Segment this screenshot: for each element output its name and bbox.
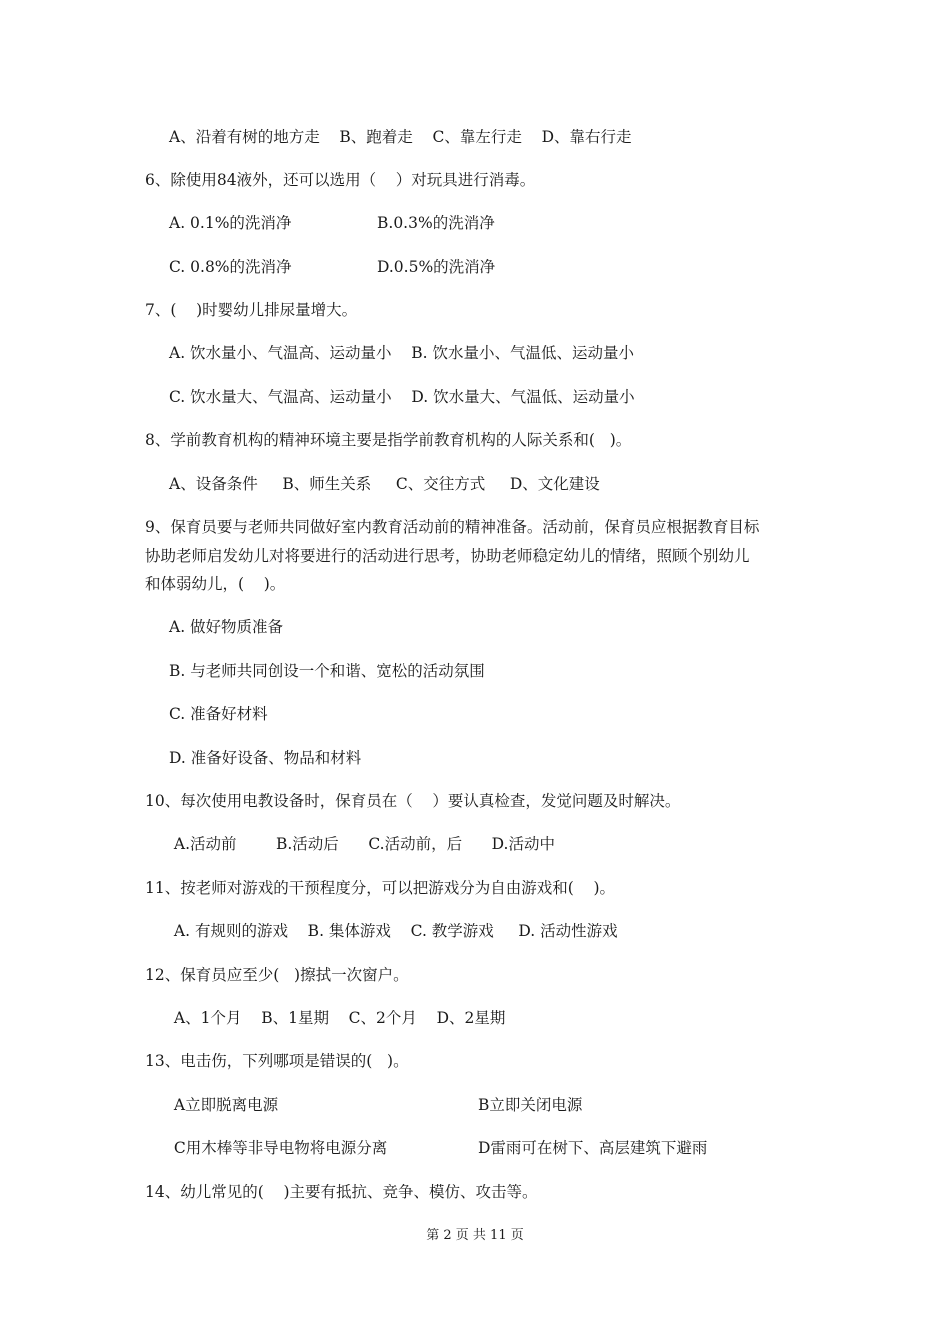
question-9-line-1: 9、保育员要与老师共同做好室内教育活动前的精神准备。活动前，保育员应根据教育目标 [145, 518, 760, 536]
question-11: 11、按老师对游戏的干预程度分，可以把游戏分为自由游戏和( )。 [145, 879, 616, 897]
q7-options-ab: A. 饮水量小、气温高、运动量小 B. 饮水量小、气温低、运动量小 [169, 344, 635, 362]
q9-option-c: C. 准备好材料 [169, 705, 268, 723]
q6-option-c: C. 0.8%的洗消净 [169, 258, 292, 276]
q12-options: A、1个月 B、1星期 C、2个月 D、2星期 [169, 1009, 506, 1027]
question-12: 12、保育员应至少( )擦拭一次窗户。 [145, 966, 409, 984]
question-14: 14、幼儿常见的( )主要有抵抗、竞争、模仿、攻击等。 [145, 1183, 538, 1201]
page-footer: 第 2 页 共 11 页 [426, 1228, 524, 1243]
q6-option-a: A. 0.1%的洗消净 [169, 214, 292, 232]
question-13: 13、电击伤，下列哪项是错误的( )。 [145, 1052, 409, 1070]
q13-option-b: B立即关闭电源 [478, 1096, 583, 1114]
q8-options: A、设备条件 B、师生关系 C、交往方式 D、文化建设 [169, 475, 600, 493]
q6-option-d: D.0.5%的洗消净 [377, 258, 496, 276]
question-8: 8、学前教育机构的精神环境主要是指学前教育机构的人际关系和( )。 [145, 431, 632, 449]
question-9-line-3: 和体弱幼儿，( )。 [145, 575, 286, 593]
q10-options: A.活动前 B.活动后 C.活动前，后 D.活动中 [169, 835, 555, 853]
q11-options: A. 有规则的游戏 B. 集体游戏 C. 教学游戏 D. 活动性游戏 [169, 922, 618, 940]
question-10: 10、每次使用电教设备时，保育员在（ ）要认真检查，发觉问题及时解决。 [145, 792, 681, 810]
q9-option-a: A. 做好物质准备 [169, 618, 284, 636]
question-6: 6、除使用84液外，还可以选用（ ）对玩具进行消毒。 [145, 171, 536, 189]
question-7: 7、( )时婴幼儿排尿量增大。 [145, 301, 358, 319]
q9-option-b: B. 与老师共同创设一个和谐、宽松的活动氛围 [169, 662, 485, 680]
q6-option-b: B.0.3%的洗消净 [377, 214, 495, 232]
q13-option-a: A立即脱离电源 [169, 1096, 279, 1114]
q9-option-d: D. 准备好设备、物品和材料 [169, 749, 362, 767]
q13-option-d: D雷雨可在树下、高层建筑下避雨 [478, 1139, 708, 1157]
q13-option-c: C用木棒等非导电物将电源分离 [169, 1139, 388, 1157]
q5-options: A、沿着有树的地方走 B、跑着走 C、靠左行走 D、靠右行走 [169, 128, 632, 146]
question-9-line-2: 协助老师启发幼儿对将要进行的活动进行思考，协助老师稳定幼儿的情绪，照顾个别幼儿 [145, 547, 750, 565]
q7-options-cd: C. 饮水量大、气温高、运动量小 D. 饮水量大、气温低、运动量小 [169, 388, 635, 406]
